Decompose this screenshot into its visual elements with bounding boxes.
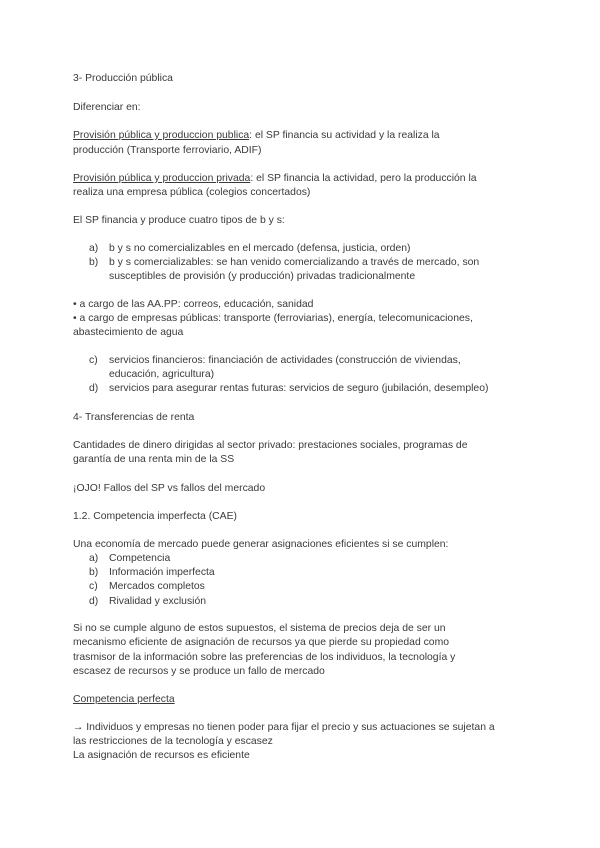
ojo-note: ¡OJO! Fallos del SP vs fallos del mercado <box>73 483 266 494</box>
list-marker: b) <box>89 567 99 578</box>
provision-publica-produccion-privada-term: Provisión pública y produccion privada <box>73 173 251 184</box>
final-line: → Individuos y empresas no tienen poder para fijar el precio y sus actuaciones se sujetan a <box>73 722 495 733</box>
provision-publica-produccion-privada-line1 <box>73 172 477 187</box>
bullet-line: • a cargo de empresas públicas: transporte (ferroviarias), energía, telecomunicaciones, <box>73 313 473 324</box>
economia-text: Una economía de mercado puede generar asignaciones eficientes si se cumplen: <box>73 539 449 550</box>
section-3-heading: 3- Producción pública <box>73 73 173 84</box>
list-item-text: b y s no comercializables en el mercado (defensa, justicia, orden) <box>109 243 411 254</box>
list-item-text: Mercados completos <box>109 581 205 592</box>
list-marker: a) <box>89 553 99 564</box>
list-item-text: Rivalidad y exclusión <box>109 596 207 607</box>
section-1-2-heading: 1.2. Competencia imperfecta (CAE) <box>73 511 238 522</box>
si-no-line: Si no se cumple alguno de estos supuestos, el sistema de precios deja de ser un <box>73 623 446 634</box>
sp-financia-text: El SP financia y produce cuatro tipos de b y s: <box>73 215 285 226</box>
final-line: La asignación de recursos es eficiente <box>73 750 250 761</box>
list-marker: c) <box>89 581 98 592</box>
provision-publica-produccion-privada-line2: realiza una empresa pública (colegios concertados) <box>73 187 311 198</box>
section-4-heading: 4- Transferencias de renta <box>73 412 195 423</box>
list-item-text: susceptibles de provisión (y producción) privadas tradicionalmente <box>109 271 416 282</box>
si-no-line: trasmisor de la información sobre las preferencias de los individuos, la tecnología y <box>73 652 456 663</box>
provision-publica-produccion-publica-line1 <box>73 129 440 144</box>
bullet-line: abastecimiento de agua <box>73 327 184 338</box>
list-item-text: Competencia <box>109 553 171 564</box>
diferenciar-text: Diferenciar en: <box>73 102 141 113</box>
bullet-line: • a cargo de las AA.PP: correos, educación, sanidad <box>73 299 314 310</box>
list-item-text: servicios financieros: financiación de actividades (construcción de viviendas, <box>109 355 461 366</box>
final-line: las restricciones de la tecnología y escasez <box>73 736 273 747</box>
list-item-text: educación, agricultura) <box>109 369 215 380</box>
list-marker: b) <box>89 257 99 268</box>
provision-publica-produccion-publica-line2: producción (Transporte ferroviario, ADIF) <box>73 145 262 156</box>
provision-publica-produccion-privada-desc: : el SP financia la actividad, pero la producción la <box>250 173 477 184</box>
provision-publica-produccion-publica-term: Provisión pública y produccion publica <box>73 130 250 141</box>
list-marker: d) <box>89 596 99 607</box>
list-item-text: Información imperfecta <box>109 567 215 578</box>
list-marker: c) <box>89 355 98 366</box>
si-no-line: mecanismo eficiente de asignación de recursos ya que pierde su propiedad como <box>73 637 450 648</box>
provision-publica-produccion-publica-desc: : el SP financia su actividad y la realiza la <box>249 130 440 141</box>
cantidades-line: Cantidades de dinero dirigidas al sector privado: prestaciones sociales, programas de <box>73 440 468 451</box>
competencia-perfecta-heading: Competencia perfecta <box>73 694 175 705</box>
list-item-text: servicios para asegurar rentas futuras: servicios de seguro (jubilación, desempleo) <box>109 383 489 394</box>
list-marker: d) <box>89 383 99 394</box>
list-marker: a) <box>89 243 99 254</box>
si-no-line: escasez de recursos y se produce un fallo de mercado <box>73 666 325 677</box>
list-item-text: b y s comercializables: se han venido comercializando a través de mercado, son <box>109 257 480 268</box>
cantidades-line: garantía de una renta min de la SS <box>73 454 235 465</box>
